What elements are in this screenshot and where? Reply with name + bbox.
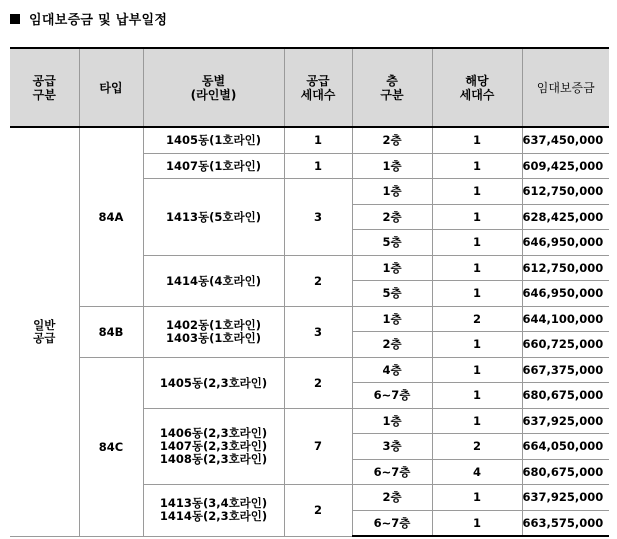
- header-units: 해당 세대수: [432, 48, 522, 127]
- supply-units-cell: 7: [284, 408, 352, 485]
- building-cell: 1413동(3,4호라인) 1414동(2,3호라인): [143, 485, 284, 537]
- supply-units-cell: 3: [284, 179, 352, 256]
- deposit-cell: 680,675,000: [522, 459, 609, 485]
- units-cell: 1: [432, 281, 522, 307]
- deposit-cell: 637,450,000: [522, 127, 609, 153]
- units-cell: 1: [432, 179, 522, 205]
- building-cell: 1413동(5호라인): [143, 179, 284, 256]
- header-deposit: 임대보증금: [522, 48, 609, 127]
- floor-cell: 6~7층: [352, 510, 432, 536]
- floor-cell: 3층: [352, 434, 432, 460]
- floor-cell: 5층: [352, 281, 432, 307]
- deposit-cell: 637,925,000: [522, 408, 609, 434]
- header-floor: 층 구분: [352, 48, 432, 127]
- supply-units-cell: 3: [284, 306, 352, 357]
- floor-cell: 1층: [352, 179, 432, 205]
- building-cell: 1406동(2,3호라인) 1407동(2,3호라인) 1408동(2,3호라인): [143, 408, 284, 485]
- supply-units-cell: 1: [284, 153, 352, 179]
- floor-cell: 1층: [352, 408, 432, 434]
- table-row: [10, 127, 609, 153]
- floor-cell: 4층: [352, 357, 432, 383]
- floor-cell: 2층: [352, 204, 432, 230]
- deposit-cell: 660,725,000: [522, 332, 609, 358]
- section-title-text: 임대보증금 및 납부일정: [29, 13, 168, 28]
- deposit-cell: 644,100,000: [522, 306, 609, 332]
- table-row: [10, 306, 609, 332]
- units-cell: 1: [432, 485, 522, 511]
- units-cell: 1: [432, 357, 522, 383]
- deposit-cell: 612,750,000: [522, 179, 609, 205]
- type-cell-84a: 84A: [79, 127, 143, 306]
- floor-cell: 2층: [352, 485, 432, 511]
- units-cell: 1: [432, 204, 522, 230]
- deposit-cell: 628,425,000: [522, 204, 609, 230]
- units-cell: 1: [432, 510, 522, 536]
- building-cell: 1414동(4호라인): [143, 255, 284, 306]
- units-cell: 1: [432, 127, 522, 153]
- table-row: [10, 357, 609, 383]
- floor-cell: 6~7층: [352, 459, 432, 485]
- header-supply-type: 공급 구분: [10, 48, 79, 127]
- deposit-cell: 637,925,000: [522, 485, 609, 511]
- floor-cell: 6~7층: [352, 383, 432, 409]
- deposit-cell: 612,750,000: [522, 255, 609, 281]
- units-cell: 1: [432, 383, 522, 409]
- units-cell: 1: [432, 332, 522, 358]
- deposit-table: [10, 47, 609, 537]
- type-cell-84c: 84C: [79, 357, 143, 536]
- building-cell: 1405동(2,3호라인): [143, 357, 284, 408]
- units-cell: 2: [432, 434, 522, 460]
- units-cell: 1: [432, 255, 522, 281]
- supply-units-cell: 2: [284, 357, 352, 408]
- deposit-cell: 646,950,000: [522, 230, 609, 256]
- type-cell-84b: 84B: [79, 306, 143, 357]
- deposit-cell: 680,675,000: [522, 383, 609, 409]
- floor-cell: 5층: [352, 230, 432, 256]
- supply-units-cell: 1: [284, 127, 352, 153]
- header-type: 타입: [79, 48, 143, 127]
- deposit-cell: 667,375,000: [522, 357, 609, 383]
- floor-cell: 2층: [352, 332, 432, 358]
- floor-cell: 1층: [352, 255, 432, 281]
- units-cell: 1: [432, 230, 522, 256]
- deposit-cell: 609,425,000: [522, 153, 609, 179]
- building-cell: 1407동(1호라인): [143, 153, 284, 179]
- supply-type-cell: 일반 공급: [10, 127, 79, 536]
- header-building: 동별 (라인별): [143, 48, 284, 127]
- header-supply-units: 공급 세대수: [284, 48, 352, 127]
- table-header-row: [10, 48, 609, 127]
- section-title: [10, 9, 167, 28]
- floor-cell: 2층: [352, 127, 432, 153]
- units-cell: 4: [432, 459, 522, 485]
- deposit-cell: 664,050,000: [522, 434, 609, 460]
- supply-units-cell: 2: [284, 485, 352, 537]
- floor-cell: 1층: [352, 306, 432, 332]
- floor-cell: 1층: [352, 153, 432, 179]
- units-cell: 1: [432, 153, 522, 179]
- units-cell: 2: [432, 306, 522, 332]
- deposit-cell: 646,950,000: [522, 281, 609, 307]
- square-bullet-icon: [10, 14, 20, 24]
- units-cell: 1: [432, 408, 522, 434]
- deposit-cell: 663,575,000: [522, 510, 609, 536]
- building-cell: 1402동(1호라인) 1403동(1호라인): [143, 306, 284, 357]
- building-cell: 1405동(1호라인): [143, 127, 284, 153]
- supply-units-cell: 2: [284, 255, 352, 306]
